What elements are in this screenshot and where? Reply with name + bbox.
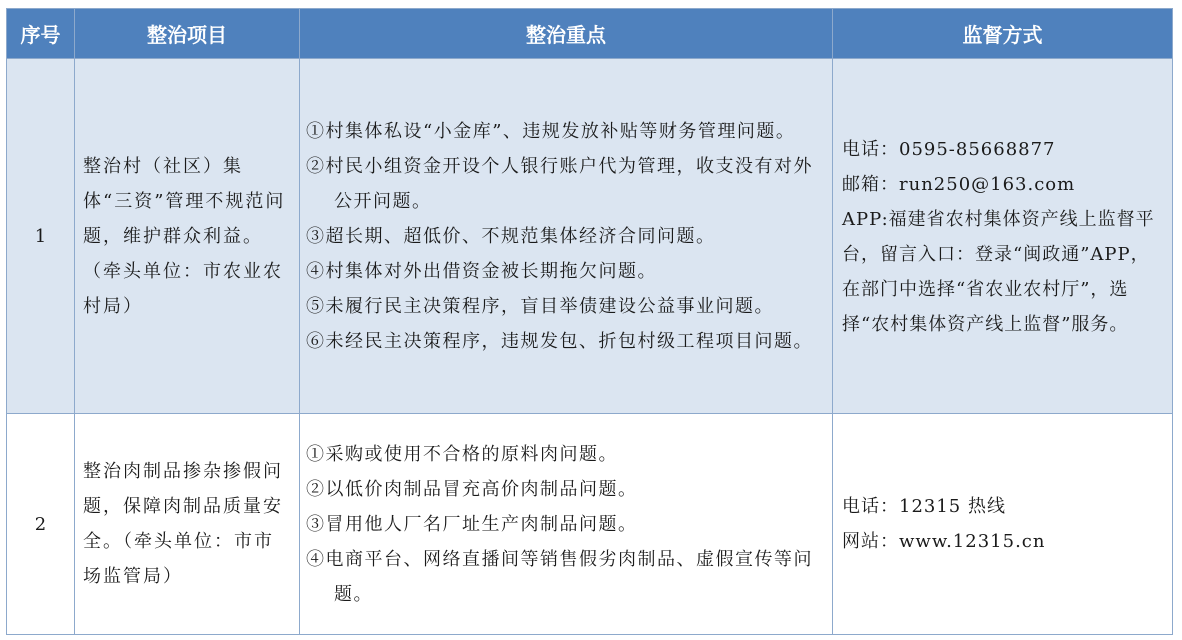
- phone-line: 电话：12315 热线: [842, 496, 1006, 517]
- focus-item: ①村集体私设“小金库”、违规发放补贴等财务管理问题。: [306, 120, 796, 142]
- email-line: 邮箱：run250@163.com: [842, 174, 1076, 195]
- header-supervision: 监督方式: [833, 9, 1173, 59]
- table-row: [7, 59, 1173, 414]
- project-cell: 整治肉制品掺杂掺假问题，保障肉制品质量安全。（牵头单位：市市场监管局）: [75, 414, 300, 635]
- app-line: APP:福建省农村集体资产线上监督平台，留言入口：登录“闽政通”APP，在部门中选择“省农业农村厅”，选择“农村集体资产线上监督”服务。: [842, 209, 1155, 335]
- project-cell: 整治村（社区）集体“三资”管理不规范问题，维护群众利益。（牵头单位：市农业农村局）: [75, 59, 300, 414]
- phone-line: 电话：0595-85668877: [842, 139, 1056, 160]
- focus-item: ③冒用他人厂名厂址生产肉制品问题。: [306, 513, 638, 535]
- website-line: 网站：www.12315.cn: [842, 531, 1046, 552]
- focus-item: ④电商平台、网络直播间等销售假劣肉制品、虚假宣传等问题。: [306, 548, 813, 605]
- focus-item: ②以低价肉制品冒充高价肉制品问题。: [306, 478, 638, 500]
- focus-cell: [300, 414, 833, 635]
- focus-item: ⑥未经民主决策程序，违规发包、折包村级工程项目问题。: [306, 330, 813, 352]
- focus-item: ③超长期、超低价、不规范集体经济合同问题。: [306, 225, 716, 247]
- focus-cell: [300, 59, 833, 414]
- header-project: 整治项目: [75, 9, 300, 59]
- focus-item: ④村集体对外出借资金被长期拖欠问题。: [306, 260, 657, 282]
- table-row: [7, 414, 1173, 635]
- row-number: 1: [7, 59, 75, 414]
- header-focus: 整治重点: [300, 9, 833, 59]
- table-header-row: [7, 9, 1173, 59]
- focus-item: ⑤未履行民主决策程序，盲目举债建设公益事业问题。: [306, 295, 774, 317]
- rectification-table: [6, 8, 1173, 635]
- focus-item: ①采购或使用不合格的原料肉问题。: [306, 443, 618, 465]
- supervision-cell: [833, 414, 1173, 635]
- supervision-cell: [833, 59, 1173, 414]
- row-number: 2: [7, 414, 75, 635]
- focus-item: ②村民小组资金开设个人银行账户代为管理，收支没有对外公开问题。: [306, 155, 813, 212]
- header-no: 序号: [7, 9, 75, 59]
